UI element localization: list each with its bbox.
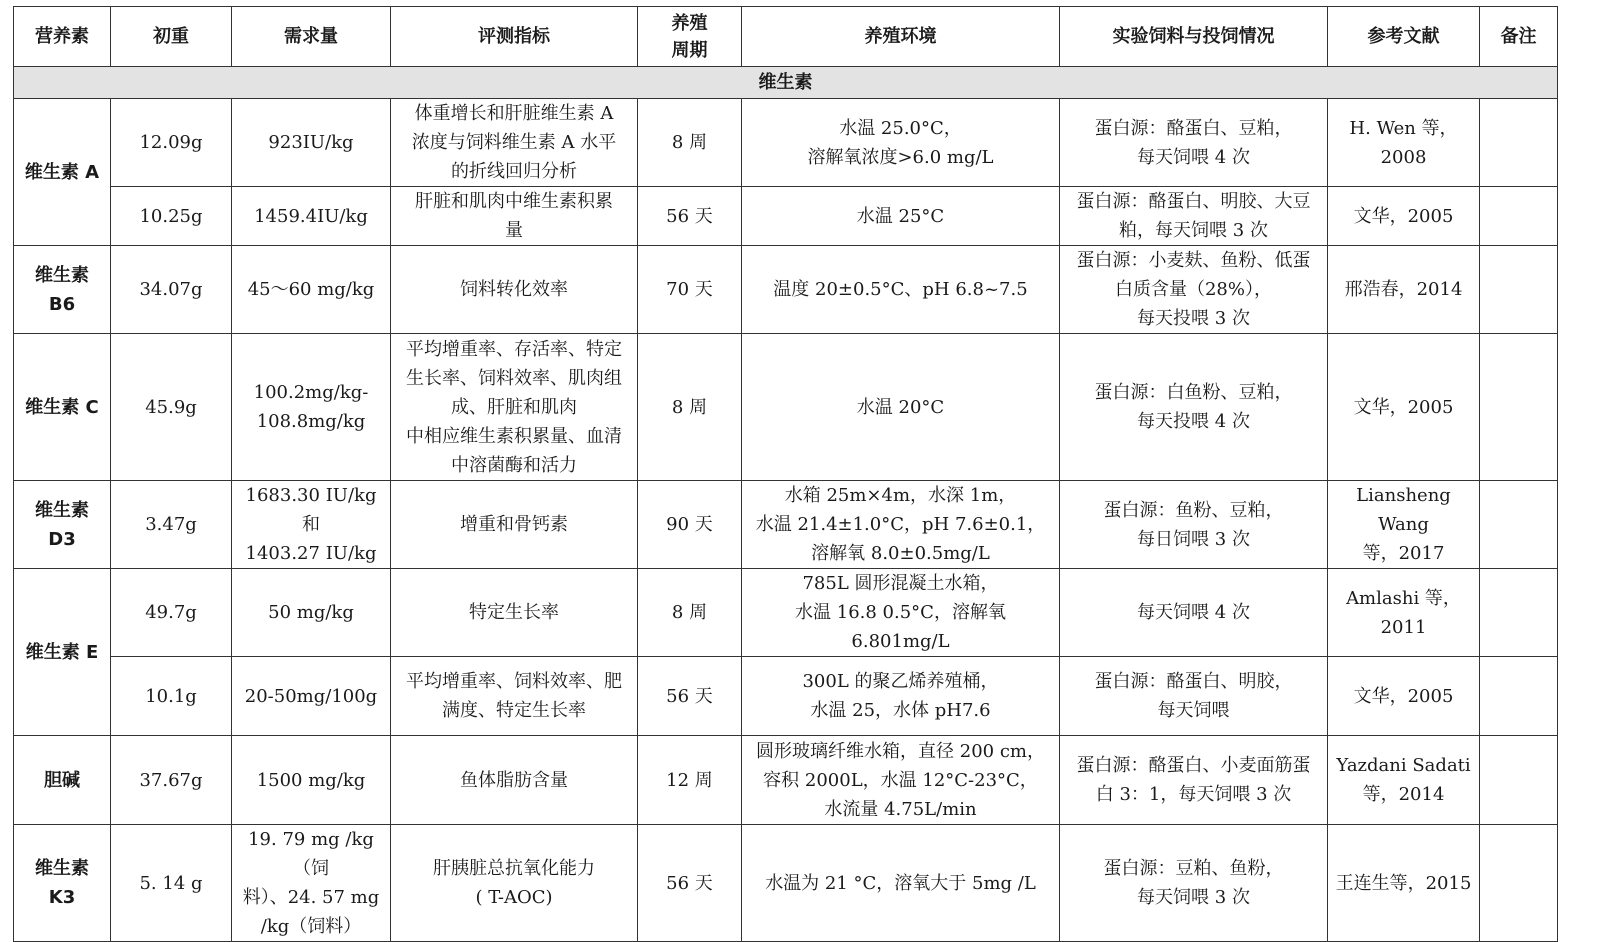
initial-weight-cell: 49.7g [111,569,232,657]
indicator-cell: 肝脏和肌肉中维生素积累 量 [391,187,638,246]
requirement-cell: 45～60 mg/kg [232,246,391,334]
note-cell [1480,657,1558,736]
section-row [14,67,1558,99]
table-row [14,246,1558,334]
environment-cell: 785L 圆形混凝土水箱， 水温 16.8 0.5°C，溶解氧 6.801mg/L [742,569,1060,657]
feed-cell: 蛋白源：酪蛋白、小麦面筋蛋 白 3：1，每天饲喂 3 次 [1060,736,1328,825]
nutrient-cell: 维生素 A [14,99,111,246]
initial-weight-cell: 12.09g [111,99,232,187]
initial-weight-cell: 10.1g [111,657,232,736]
initial-weight-cell: 5. 14 g [111,825,232,942]
requirement-cell: 100.2mg/kg- 108.8mg/kg [232,334,391,481]
table-row [14,657,1558,736]
feed-cell: 每天饲喂 4 次 [1060,569,1328,657]
initial-weight-cell: 3.47g [111,481,232,569]
table-row [14,99,1558,187]
nutrient-cell: 维生素 B6 [14,246,111,334]
period-cell: 8 周 [638,99,742,187]
period-cell: 70 天 [638,246,742,334]
feed-cell: 蛋白源：酪蛋白、明胶， 每天饲喂 [1060,657,1328,736]
nutrient-cell: 胆碱 [14,736,111,825]
nutrient-cell: 维生素 K3 [14,825,111,942]
feed-cell: 蛋白源：酪蛋白、明胶、大豆 粕，每天饲喂 3 次 [1060,187,1328,246]
period-cell: 56 天 [638,825,742,942]
nutrient-cell: 维生素 C [14,334,111,481]
requirement-cell: 923IU/kg [232,99,391,187]
table-row [14,481,1558,569]
note-cell [1480,825,1558,942]
note-cell [1480,99,1558,187]
header-indicator: 评测指标 [391,7,638,67]
environment-cell: 300L 的聚乙烯养殖桶， 水温 25，水体 pH7.6 [742,657,1060,736]
indicator-cell: 特定生长率 [391,569,638,657]
table-row [14,187,1558,246]
table-header-row [14,7,1558,67]
table-row [14,334,1558,481]
reference-cell: 文华，2005 [1328,657,1480,736]
environment-cell: 水温 25°C [742,187,1060,246]
requirement-cell: 1459.4IU/kg [232,187,391,246]
reference-cell: 邢浩春，2014 [1328,246,1480,334]
period-cell: 8 周 [638,334,742,481]
initial-weight-cell: 34.07g [111,246,232,334]
indicator-cell: 增重和骨钙素 [391,481,638,569]
note-cell [1480,334,1558,481]
header-nutrient: 营养素 [14,7,111,67]
indicator-cell: 肝胰脏总抗氧化能力 ( T-AOC) [391,825,638,942]
requirement-cell: 19. 79 mg /kg（饲 料）、24. 57 mg /kg（饲料） [232,825,391,942]
nutrient-cell: 维生素 D3 [14,481,111,569]
header-requirement: 需求量 [232,7,391,67]
initial-weight-cell: 45.9g [111,334,232,481]
reference-cell: Liansheng Wang 等，2017 [1328,481,1480,569]
indicator-cell: 饲料转化效率 [391,246,638,334]
period-cell: 8 周 [638,569,742,657]
header-initial-weight: 初重 [111,7,232,67]
requirement-cell: 50 mg/kg [232,569,391,657]
indicator-cell: 体重增长和肝脏维生素 A 浓度与饲料维生素 A 水平 的折线回归分析 [391,99,638,187]
environment-cell: 圆形玻璃纤维水箱，直径 200 cm， 容积 2000L，水温 12°C-23°C， 水流量 4.75L/min [742,736,1060,825]
indicator-cell: 平均增重率、存活率、特定 生长率、饲料效率、肌肉组 成、肝脏和肌肉 中相应维生素积累量、血清 中溶菌酶和活力 [391,334,638,481]
reference-cell: Yazdani Sadati 等，2014 [1328,736,1480,825]
period-cell: 12 周 [638,736,742,825]
table-row [14,736,1558,825]
feed-cell: 蛋白源：鱼粉、豆粕， 每日饲喂 3 次 [1060,481,1328,569]
feed-cell: 蛋白源：白鱼粉、豆粕， 每天投喂 4 次 [1060,334,1328,481]
note-cell [1480,736,1558,825]
header-environment: 养殖环境 [742,7,1060,67]
note-cell [1480,569,1558,657]
table-row [14,569,1558,657]
reference-cell: 文华，2005 [1328,187,1480,246]
period-cell: 56 天 [638,657,742,736]
feed-cell: 蛋白源：豆粕、鱼粉， 每天饲喂 3 次 [1060,825,1328,942]
environment-cell: 水温为 21 °C，溶氧大于 5mg /L [742,825,1060,942]
header-feed: 实验饲料与投饲情况 [1060,7,1328,67]
requirement-cell: 20-50mg/100g [232,657,391,736]
note-cell [1480,246,1558,334]
feed-cell: 蛋白源：酪蛋白、豆粕， 每天饲喂 4 次 [1060,99,1328,187]
reference-cell: 王连生等，2015 [1328,825,1480,942]
header-period: 养殖 周期 [638,7,742,67]
initial-weight-cell: 37.67g [111,736,232,825]
header-reference: 参考文献 [1328,7,1480,67]
environment-cell: 水温 20°C [742,334,1060,481]
environment-cell: 水温 25.0°C， 溶解氧浓度>6.0 mg/L [742,99,1060,187]
feed-cell: 蛋白源：小麦麸、鱼粉、低蛋 白质含量（28%）， 每天投喂 3 次 [1060,246,1328,334]
note-cell [1480,481,1558,569]
header-note: 备注 [1480,7,1558,67]
table-row [14,825,1558,942]
initial-weight-cell: 10.25g [111,187,232,246]
reference-cell: 文华，2005 [1328,334,1480,481]
section-title: 维生素 [14,67,1558,99]
environment-cell: 温度 20±0.5°C、pH 6.8~7.5 [742,246,1060,334]
indicator-cell: 平均增重率、饲料效率、肥 满度、特定生长率 [391,657,638,736]
indicator-cell: 鱼体脂肪含量 [391,736,638,825]
requirement-cell: 1500 mg/kg [232,736,391,825]
period-cell: 56 天 [638,187,742,246]
note-cell [1480,187,1558,246]
nutrient-cell: 维生素 E [14,569,111,736]
environment-cell: 水箱 25m×4m，水深 1m， 水温 21.4±1.0°C，pH 7.6±0.1， 溶解氧 8.0±0.5mg/L [742,481,1060,569]
reference-cell: Amlashi 等， 2011 [1328,569,1480,657]
nutrient-requirements-table [13,6,1558,942]
reference-cell: H. Wen 等，2008 [1328,99,1480,187]
requirement-cell: 1683.30 IU/kg 和 1403.27 IU/kg [232,481,391,569]
period-cell: 90 天 [638,481,742,569]
